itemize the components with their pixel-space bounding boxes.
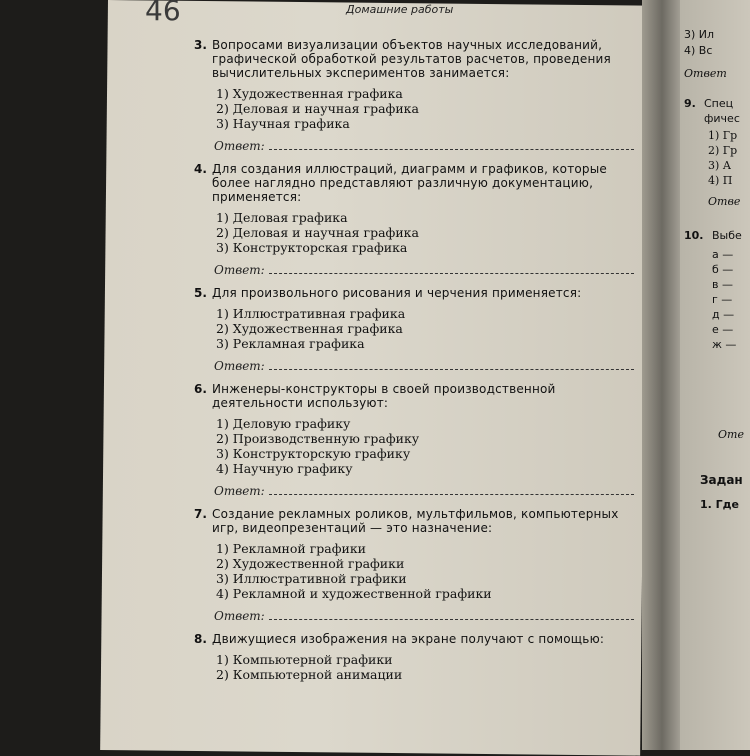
options-list: [216, 652, 634, 682]
right-q10-letter-v: в —: [712, 278, 733, 291]
question-number: 6.: [194, 382, 207, 396]
right-answer-fragment: Ответ: [684, 67, 727, 80]
question-3: [194, 38, 634, 153]
option: 1) Рекламной графики: [216, 541, 366, 556]
option: 4) Рекламной и художественной графики: [216, 586, 492, 601]
right-q10-text: Выбе: [712, 229, 742, 242]
page-number: 46: [145, 0, 181, 27]
option: 4) Научную графику: [216, 461, 353, 476]
options-list: [216, 86, 634, 131]
right-q10-letter-b: б —: [712, 263, 734, 276]
question-number: 3.: [194, 38, 207, 52]
question-text: Вопросами визуализации объектов научных исследований, графической обработкой результатов расчетов, проведения вычислительных экспериментов занимается:: [212, 38, 611, 80]
option: 2) Компьютерной анимации: [216, 667, 403, 682]
options-list: [216, 210, 634, 255]
right-top-line-2: 4) Вс: [684, 44, 713, 57]
option: 3) Рекламная графика: [216, 336, 365, 351]
answer-label: Ответ:: [214, 484, 265, 498]
option: 3) Научная графика: [216, 116, 350, 131]
right-q10-letter-d: д —: [712, 308, 735, 321]
option: 3) Конструкторская графика: [216, 240, 408, 255]
right-q10-letter-g: г —: [712, 293, 733, 306]
options-list: [216, 416, 634, 476]
question-4: [194, 162, 634, 277]
question-8: [194, 632, 634, 682]
right-task-1: 1. Где: [700, 498, 740, 511]
option: 2) Художественная графика: [216, 321, 403, 336]
question-7: [194, 507, 634, 623]
answer-line: [269, 494, 634, 495]
question-number: 4.: [194, 162, 207, 176]
right-q9-line-2: фичес: [704, 112, 740, 125]
options-list: [216, 306, 634, 351]
question-text: Для создания иллюстраций, диаграмм и графиков, которые более наглядно представляют различную документацию, применяется:: [212, 162, 607, 204]
right-q10-letter-e: е —: [712, 323, 734, 336]
answer-line: [269, 619, 634, 620]
options-list: [216, 541, 634, 601]
answer-label: Ответ:: [214, 359, 265, 373]
question-number: 5.: [194, 286, 207, 300]
right-q9-line-1: Спец: [704, 97, 734, 110]
answer-line: [269, 369, 634, 370]
option: 1) Деловая графика: [216, 210, 348, 225]
answer-field[interactable]: [214, 261, 634, 277]
question-5: [194, 286, 634, 373]
right-q9-opt-4: 4) П: [708, 174, 733, 187]
option: 2) Производственную графику: [216, 431, 420, 446]
right-q9-opt-3: 3) А: [708, 159, 732, 172]
question-text: Инженеры-конструкторы в своей производственной деятельности используют:: [212, 382, 556, 410]
right-q9-number: 9.: [684, 97, 696, 110]
question-text: Движущиеся изображения на экране получают с помощью:: [212, 632, 605, 646]
option: 2) Деловая и научная графика: [216, 225, 419, 240]
right-answer-fragment-3: Оте: [718, 428, 744, 441]
answer-label: Ответ:: [214, 263, 265, 277]
right-q10-letter-zh: ж —: [712, 338, 737, 351]
answer-line: [269, 149, 634, 150]
right-q9-opt-2: 2) Гр: [708, 144, 738, 157]
option: 3) Иллюстративной графики: [216, 571, 407, 586]
right-page: [680, 0, 750, 750]
option: 1) Компьютерной графики: [216, 652, 393, 667]
running-header: Домашние работы: [346, 3, 454, 16]
right-q9-opt-1: 1) Гр: [708, 129, 738, 142]
answer-label: Ответ:: [214, 139, 265, 153]
option: 2) Деловая и научная графика: [216, 101, 419, 116]
option: 3) Конструкторскую графику: [216, 446, 411, 461]
book-spine: [642, 0, 682, 750]
question-number: 8.: [194, 632, 207, 646]
answer-field[interactable]: [214, 357, 634, 373]
answer-field[interactable]: [214, 607, 634, 623]
right-q10-letter-a: а —: [712, 248, 734, 261]
question-6: [194, 382, 634, 498]
right-section-fragment: Задан: [700, 473, 743, 487]
option: 1) Художественная графика: [216, 86, 403, 101]
option: 2) Художественной графики: [216, 556, 405, 571]
right-answer-fragment-2: Отве: [708, 195, 741, 208]
right-top-line-1: 3) Ил: [684, 28, 715, 41]
answer-line: [269, 273, 634, 274]
right-q10-number: 10.: [684, 229, 704, 242]
answer-field[interactable]: [214, 137, 634, 153]
option: 1) Иллюстративная графика: [216, 306, 406, 321]
questions-list: [194, 38, 634, 691]
question-text: Создание рекламных роликов, мультфильмов, компьютерных игр, видеопрезентаций — это назначение:: [212, 507, 619, 535]
answer-field[interactable]: [214, 482, 634, 498]
answer-label: Ответ:: [214, 609, 265, 623]
question-number: 7.: [194, 507, 207, 521]
question-text: Для произвольного рисования и черчения применяется:: [212, 286, 582, 300]
option: 1) Деловую графику: [216, 416, 351, 431]
